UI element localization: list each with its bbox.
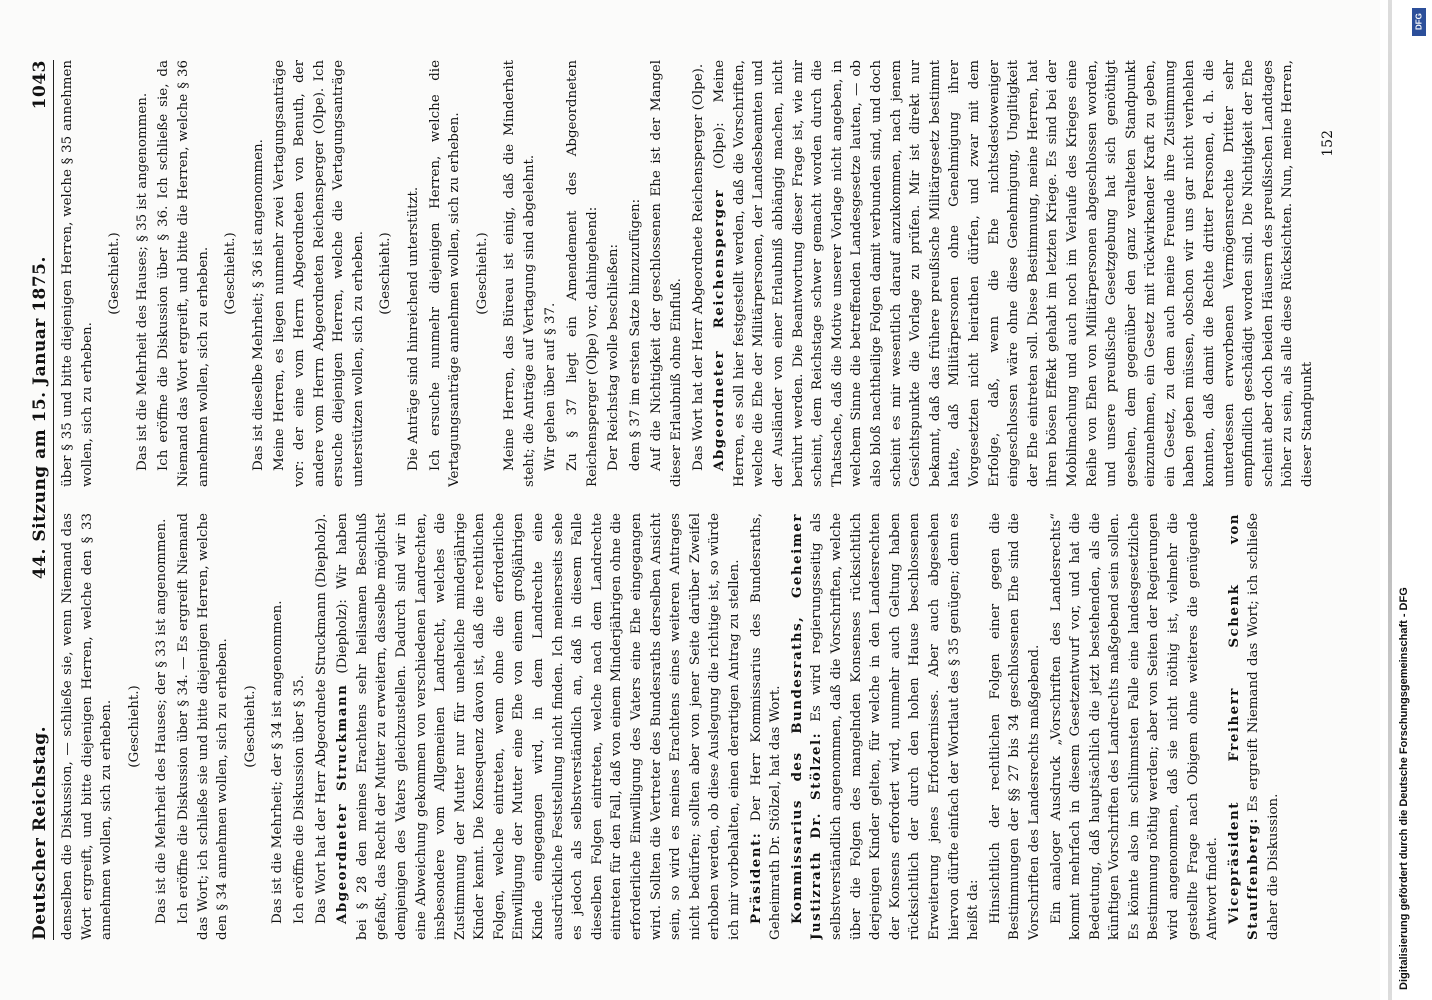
speaker-name: Vicepräsident Freiherr Schenk von Stauffenberg: [1225, 513, 1262, 940]
dfg-logo: DFG [1412, 8, 1426, 36]
text-paragraph: Auf die Nichtigkeit der geschlossenen Ehe ist der Mangel dieser Erlaubniß ohne Einfluß. [649, 60, 685, 487]
text-paragraph: Ich eröffne die Diskussion über § 34. — Es ergreift Niemand das Wort; ich schließe sie und bitte diejenigen Herren, welche den § 34 annehmen wollen, sich zu erheben. [175, 513, 231, 940]
speaker-name: Präsident: [747, 831, 764, 924]
speech-text: (Olpe): Meine Herren, es soll hier festgestellt werden, daß die Vorschriften, welche die Ehe der Militärpersonen, der Landesbeamten und der Ausländer von einer Erlaubniß abhängig machen, nicht berührt werden. Die Beantwortung dieser Frage ist, wie mir scheint, dem Reichstage schwer gemacht worden durch die Thatsache, daß die Motive unserer Vorlage nicht angeben, in welchem Sinne die betreffenden Landesgesetze lauten, — ob also bloß nachtheilige Folgen damit verbunden sind, und doch scheint es mir wesentlich darauf anzukommen, nach jenem Gesichtspunkte die Vorlage zu prüfen. Mir ist direkt nur bekannt, daß das frühere preußische Militärgesetz bestimmt hatte, daß Militärpersonen ohne Genehmigung ihrer Vorgesetzten nicht heirathen dürfen, und zwar mit dem Erfolge, daß, wenn die Ehe nichtsdestoweniger eingeschlossen wäre ohne diese Genehmigung, Ungiltigkeit der Ehe eintreten soll. Diese Bestimmung, meine Herren, hat ihren bösen Effekt gehabt im letzten Kriege. Es sind bei der Mobilmachung und auch noch im Verlaufe des Krieges eine Reihe von Ehen von Militärpersonen abgeschlossen worden, und unsere preußische Gesetzgebung hat sich genöthigt gesehen, dem gegenüber den ganz veralteten Standpunkt einzunehmen, ein Gesetz mit rückwirkender Kraft zu geben, ein Gesetz, zu dem auch meine Freunde ihre Zustimmung haben geben müssen, obschon wir uns gar nicht verhehlen konnten, daß damit die Rechte dritter Personen, d. h. die unterdessen erworbenen Vermögensrechte Dritter sehr empfindlich geschädigt worden sind. Die Nichtigkeit der Ehe scheint aber doch beiden Häusern des preußischen Landtages höher zu sein, als alle diese Rücksichten. Nun, meine Herren, dieser Standpunkt [712, 60, 1316, 487]
speech-text: Der Herr Kommissarius des Bundesraths, Geheimrath Dr. Stölzel, hat das Wort. [748, 513, 784, 940]
speech-paragraph [788, 513, 984, 940]
right-column [58, 60, 1320, 487]
speaker-name: Kommissarius des Bundesraths, Geheimer Justizrath Dr. Stölzel: [788, 513, 825, 940]
text-paragraph: Zu § 37 liegt ein Amendement des Abgeordneten Reichensperger (Olpe) vor, dahingehend: [565, 60, 600, 487]
speaker-name: Abgeordneter Struckmann [334, 683, 351, 924]
text-paragraph: Ich eröffne die Diskussion über § 36. Ich schließe sie, da Niemand das Wort ergreift, und bitte die Herren, welche § 36 annehmen wollen, sich zu erheben. [156, 60, 211, 487]
stage-direction: (Geschieht.) [242, 685, 258, 768]
text-paragraph: Das ist dieselbe Mehrheit; § 36 ist angenommen. [250, 139, 266, 471]
text-paragraph: Das Wort hat der Herr Abgeordnete Reichensperger (Olpe). [690, 63, 706, 471]
stage-direction: (Geschieht.) [378, 232, 394, 315]
speech-text: (Diepholz): Wir haben bei § 28 den meines Erachtens sehr heilsamen Beschluß gefaßt, das Recht der Mutter zu erweitern, dasselbe möglichst demjenigen des Vaters gleichzustellen. Dadurch sind wir in eine Abweichung gekommen von verschiedenen Landrechten, insbesondere vom Allgemeinen Landrecht, welches die Zustimmung der Mutter nur für uneheliche minderjährige Kinder kennt. Die Konsequenz davon ist, daß die rechtlichen Folgen, welche eintreten, wenn ohne die erforderliche Einwilligung der Mutter eine Ehe von einem großjährigen Kinde eingegangen wird, in dem Landrechte eine ausdrückliche Feststellung nicht finden. Ich meinerseits sehe es jedoch als selbstverständlich an, daß in diesem Falle dieselben Folgen eintreten, welche nach dem Landrechte eintreten für den Fall, daß von einem Minderjährigen ohne die erforderliche Einwilligung des Vaters eine Ehe eingegangen wird. Sollten die Vertreter des Bundesraths derselben Ansicht sein, so wird es meines Erachtens eines weiteren Antrages nicht bedürfen; sollten aber von jener Seite darüber Zweifel erhoben werden, ob diese Auslegung die richtige ist, so würde ich mir vorbehalten, einen derartigen Antrag zu stellen. [335, 513, 742, 940]
text-paragraph: Meine Herren, das Büreau ist einig, daß die Minderheit steht; die Anträge auf Vertagung sind abgelehnt. [502, 60, 537, 487]
digitization-credit: Digitalisierung gefördert durch die Deutsche Forschungsgemeinschaft - DFG [1398, 587, 1410, 990]
text-paragraph: Wir gehen über auf § 37. [543, 302, 559, 471]
text-paragraph: denselben die Diskussion, — schließe sie, wenn Niemand das Wort ergreift, und bitte diejenigen Herren, welche den § 33 annehmen wollen, sich zu erheben. [60, 513, 115, 940]
text-paragraph: Ich ersuche nunmehr diejenigen Herren, welche die Vertagungsanträge annehmen wollen, sich zu erheben. [427, 60, 463, 487]
signature-mark: 152 [1320, 130, 1336, 157]
header-center: 44. Sitzung am 15. Januar 1875. [30, 256, 50, 580]
stage-direction: (Geschieht.) [107, 232, 123, 315]
text-paragraph: Das ist die Mehrheit; der § 34 ist angenommen. [270, 600, 286, 924]
speech-paragraph [747, 513, 786, 940]
text-columns [58, 60, 1320, 940]
text-paragraph: Das Wort hat der Herr Abgeordnete Struckmann (Diepholz). [313, 513, 329, 924]
stage-direction: (Geschieht.) [223, 232, 239, 315]
speech-paragraph [1225, 513, 1284, 940]
header-left: Deutscher Reichstag. [30, 725, 50, 940]
speech-text: Es wird regierungsseitig als selbstverständlich angenommen, daß die Vorschriften, welche über die Folgen des mangelnden Konsenses rücksichtlich derjenigen Kinder gelten, für welche in den Landesrechten der Konsens erfordert wird, nunmehr auch Geltung haben rücksichtlich der durch den hohen Hause beschlossenen Erweiterung jenes Erfordernisses. Aber auch abgesehen hiervon dürfte einfach der Wortlaut des § 35 genügen; denn es heißt da: [809, 513, 982, 940]
text-paragraph: Ein analoger Ausdruck „Vorschriften des Landesrechts“ kommt mehrfach in diesem Gesetzentwurf vor, und hat die Bedeutung, daß hauptsächlich die jetzt bestehenden, als die künftigen Vorschriften des Landrechts maßgebend sein sollen. Es könnte also im schlimmsten Falle eine landesgesetzliche Bestimmung nöthig werden; aber von Seiten der Regierungen wird angenommen, daß sie nicht nöthig ist, vielmehr die gestellte Frage nach Obigem ohne weiteres die genügende Antwort findet. [1048, 513, 1221, 940]
text-paragraph: Die Anträge sind hinreichend unterstützt. [405, 186, 421, 471]
text-paragraph: Das ist die Mehrheit des Hauses; § 35 ist angenommen. [134, 92, 150, 471]
speaker-name: Abgeordneter Reichensperger [711, 188, 728, 471]
text-paragraph: dem § 37 im ersten Satze hinzuzufügen: [627, 198, 643, 471]
stage-direction: (Geschieht.) [126, 685, 142, 768]
text-paragraph: Hinsichtlich der rechtlichen Folgen einer gegen die Bestimmungen der §§ 27 bis 34 geschlossenen Ehe sind die Vorschriften des Landesrechts maßgebend. [987, 513, 1042, 940]
stage-direction: (Geschieht.) [474, 232, 490, 315]
running-header [14, 60, 54, 940]
left-column [58, 513, 1320, 940]
speech-paragraph [710, 60, 1317, 487]
text-paragraph: Der Reichstag wolle beschließen: [606, 243, 622, 471]
page-edge [1388, 0, 1392, 1000]
page-number: 1043 [30, 60, 50, 110]
text-paragraph: Meine Herren, es liegen nunmehr zwei Vertagungsanträge vor: der eine vom Herrn Abgeordneten von Benuth, der andere vom Herrn Abgeordneten Reichensperger (Olpe). Ich ersuche diejenigen Herren, welche die Vertagungsanträge unterstützen wollen, sich zu erheben. [272, 60, 366, 487]
text-paragraph: Das ist die Mehrheit des Hauses; der § 33 ist angenommen. [154, 518, 170, 924]
speech-text: Es ergreift Niemand das Wort; ich schließe daher die Diskussion. [1246, 513, 1282, 940]
text-paragraph: über § 35 und bitte diejenigen Herren, welche § 35 annehmen wollen, sich zu erheben. [60, 60, 95, 487]
speech-paragraph [333, 513, 744, 940]
text-paragraph: Ich eröffne die Diskussion über § 35. [291, 674, 307, 924]
